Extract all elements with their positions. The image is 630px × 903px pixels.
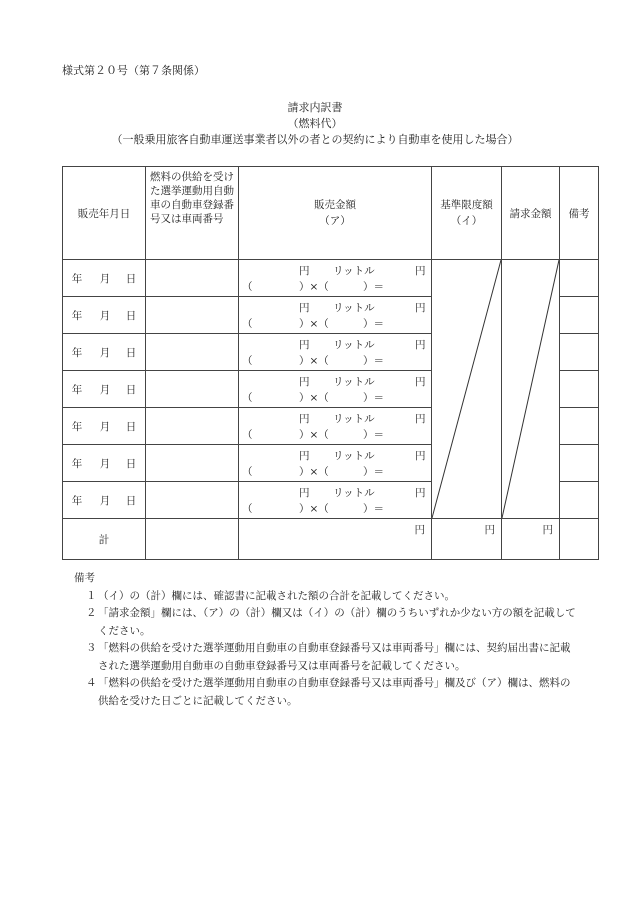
month-label: 月 — [99, 383, 111, 396]
note-text: 「請求金額」欄には、（ア）の（計）欄又は（イ）の（計）欄のうちいずれか少ない方の額を記載してください。 — [98, 607, 576, 637]
year-label: 年 — [71, 309, 83, 322]
table-row — [63, 260, 599, 297]
yen-unit: 円 — [415, 413, 426, 425]
month-label: 月 — [99, 457, 111, 470]
multiply-sign: ）×（ — [299, 392, 329, 404]
total-row — [63, 519, 599, 560]
remarks-cell[interactable] — [560, 482, 599, 519]
day-label: 日 — [125, 494, 137, 507]
yen-unit: 円 — [299, 265, 310, 277]
equals-sign: ）＝ — [363, 466, 384, 478]
sale-amount-cell[interactable] — [239, 260, 432, 297]
note-number: １ — [86, 589, 97, 602]
remarks-cell[interactable] — [560, 445, 599, 482]
document-title: 請求内訳書 — [287, 101, 343, 114]
vehicle-number-cell[interactable] — [146, 445, 239, 482]
equals-sign: ）＝ — [363, 355, 384, 367]
note-number: ３ — [86, 642, 97, 654]
year-label: 年 — [71, 420, 83, 433]
remarks-cell[interactable] — [560, 334, 599, 371]
sale-date-cell[interactable] — [63, 408, 146, 445]
liter-unit: リットル — [333, 339, 375, 351]
open-paren: （ — [242, 429, 253, 441]
claim-slashed-cell — [502, 260, 560, 519]
yen-unit: 円 — [415, 376, 426, 388]
notes-heading: 備考 — [74, 572, 95, 584]
equals-sign: ）＝ — [363, 318, 384, 330]
total-limit-cell[interactable]: 円 — [432, 519, 502, 560]
sale-amount-cell[interactable] — [239, 445, 432, 482]
yen-unit: 円 — [299, 302, 310, 314]
open-paren: （ — [242, 318, 253, 330]
multiply-sign: ）×（ — [299, 429, 329, 441]
total-remarks-cell[interactable] — [560, 519, 599, 560]
yen-unit: 円 — [415, 487, 426, 499]
remarks-cell[interactable] — [560, 371, 599, 408]
yen-unit: 円 — [299, 413, 310, 425]
sale-date-cell[interactable] — [63, 334, 146, 371]
vehicle-number-cell[interactable] — [146, 297, 239, 334]
yen-unit: 円 — [299, 450, 310, 462]
form-number: 様式第２０号（第７条関係） — [62, 64, 205, 77]
open-paren: （ — [242, 503, 253, 515]
day-label: 日 — [125, 383, 137, 396]
sale-amount-cell[interactable] — [239, 334, 432, 371]
header-remarks: 備考 — [560, 167, 599, 260]
sale-amount-cell[interactable] — [239, 297, 432, 334]
diagonal-slash — [502, 260, 559, 518]
yen-unit: 円 — [415, 302, 426, 314]
day-label: 日 — [125, 346, 137, 359]
equals-sign: ）＝ — [363, 503, 384, 515]
month-label: 月 — [99, 309, 111, 322]
note-item — [74, 588, 576, 606]
note-item — [74, 640, 576, 675]
header-claim: 請求金額 — [502, 167, 560, 260]
vehicle-number-cell[interactable] — [146, 371, 239, 408]
month-label: 月 — [99, 272, 111, 285]
remarks-cell[interactable] — [560, 297, 599, 334]
month-label: 月 — [99, 420, 111, 433]
header-date: 販売年月日 — [63, 167, 146, 260]
total-vehicle-cell — [146, 519, 239, 560]
header-limit: 基準限度額 （イ） — [432, 167, 502, 260]
note-number: ２ — [86, 607, 97, 619]
year-label: 年 — [71, 494, 83, 507]
multiply-sign: ）×（ — [299, 281, 329, 293]
multiply-sign: ）×（ — [299, 503, 329, 515]
vehicle-number-cell[interactable] — [146, 260, 239, 297]
header-vehicle: 燃料の供給を受けた選挙運動用自動車の自動車登録番号又は車両番号 — [146, 167, 239, 260]
sale-date-cell[interactable] — [63, 371, 146, 408]
yen-unit: 円 — [299, 339, 310, 351]
open-paren: （ — [242, 392, 253, 404]
vehicle-number-cell[interactable] — [146, 408, 239, 445]
day-label: 日 — [125, 457, 137, 470]
title-block — [0, 100, 630, 148]
yen-unit: 円 — [415, 339, 426, 351]
open-paren: （ — [242, 355, 253, 367]
month-label: 月 — [99, 346, 111, 359]
year-label: 年 — [71, 346, 83, 359]
day-label: 日 — [125, 420, 137, 433]
yen-unit: 円 — [299, 487, 310, 499]
day-label: 日 — [125, 272, 137, 285]
yen-unit: 円 — [415, 265, 426, 277]
sale-date-cell[interactable] — [63, 260, 146, 297]
sale-date-cell[interactable] — [63, 482, 146, 519]
sale-date-cell[interactable] — [63, 297, 146, 334]
multiply-sign: ）×（ — [299, 466, 329, 478]
document-subtitle: （燃料代） — [287, 117, 343, 130]
yen-unit: 円 — [299, 376, 310, 388]
sale-amount-cell[interactable] — [239, 371, 432, 408]
multiply-sign: ）×（ — [299, 355, 329, 367]
document-condition: （一般乗用旅客自動車運送事業者以外の者との契約により自動車を使用した場合） — [111, 133, 519, 146]
liter-unit: リットル — [333, 487, 375, 499]
yen-unit: 円 — [415, 450, 426, 462]
liter-unit: リットル — [333, 265, 375, 277]
sale-date-cell[interactable] — [63, 445, 146, 482]
open-paren: （ — [242, 281, 253, 293]
total-claim-cell[interactable]: 円 — [502, 519, 560, 560]
equals-sign: ）＝ — [363, 281, 384, 293]
remarks-cell[interactable] — [560, 260, 599, 297]
note-item — [74, 605, 576, 640]
equals-sign: ）＝ — [363, 429, 384, 441]
total-amount-cell[interactable]: 円 — [239, 519, 432, 560]
day-label: 日 — [125, 309, 137, 322]
liter-unit: リットル — [333, 450, 375, 462]
equals-sign: ）＝ — [363, 392, 384, 404]
open-paren: （ — [242, 466, 253, 478]
breakdown-table — [62, 166, 599, 560]
note-text: （イ）の（計）欄には、確認書に記載された額の合計を記載してください。 — [98, 589, 455, 602]
note-text: 「燃料の供給を受けた選挙運動用自動車の自動車登録番号又は車両番号」欄には、契約届出書に記載された選挙運動用自動車の自動車登録番号又は車両番号を記載してください。 — [98, 642, 571, 672]
note-number: ４ — [86, 677, 97, 689]
liter-unit: リットル — [333, 413, 375, 425]
year-label: 年 — [71, 272, 83, 285]
multiply-sign: ）×（ — [299, 318, 329, 330]
sale-amount-cell[interactable] — [239, 482, 432, 519]
diagonal-slash — [432, 260, 501, 518]
year-label: 年 — [71, 457, 83, 470]
limit-slashed-cell — [432, 260, 502, 519]
header-amount: 販売金額 （ア） — [239, 167, 432, 260]
month-label: 月 — [99, 494, 111, 507]
notes-section — [74, 570, 576, 710]
liter-unit: リットル — [333, 376, 375, 388]
total-label: 計 — [63, 519, 146, 560]
note-item — [74, 675, 576, 710]
vehicle-number-cell[interactable] — [146, 482, 239, 519]
note-text: 「燃料の供給を受けた選挙運動用自動車の自動車登録番号又は車両番号」欄及び（ア）欄は、燃料の供給を受けた日ごとに記載してください。 — [98, 677, 571, 707]
remarks-cell[interactable] — [560, 408, 599, 445]
year-label: 年 — [71, 383, 83, 396]
sale-amount-cell[interactable] — [239, 408, 432, 445]
vehicle-number-cell[interactable] — [146, 334, 239, 371]
liter-unit: リットル — [333, 302, 375, 314]
